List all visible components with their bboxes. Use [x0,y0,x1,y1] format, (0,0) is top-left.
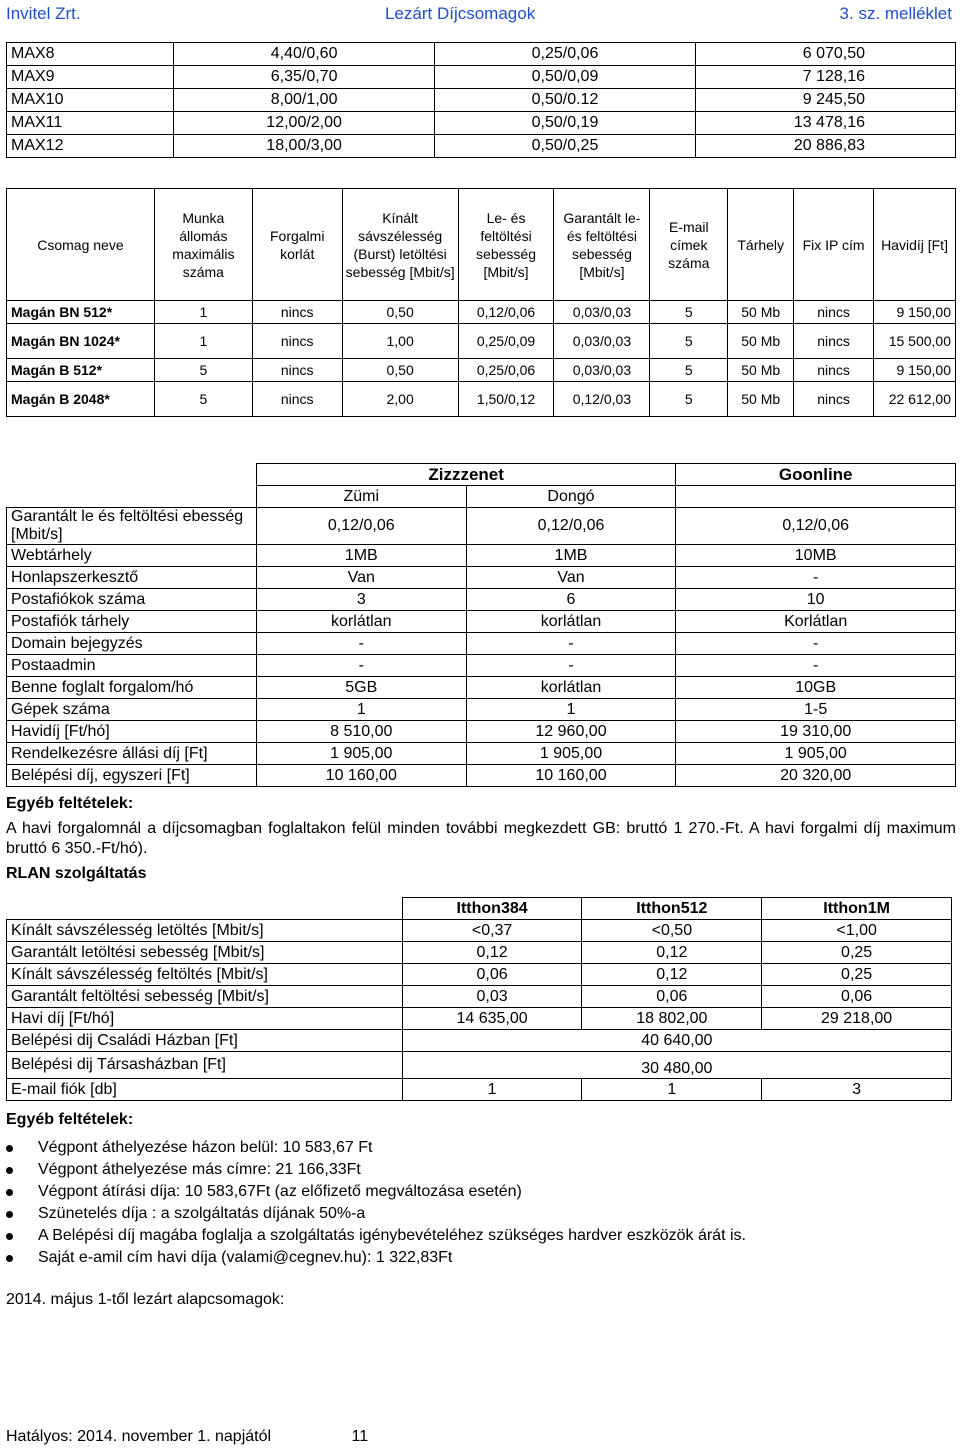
table-cell: 0,12 [402,942,582,964]
table-cell: 20 320,00 [676,765,956,787]
list-item-text: Végpont áthelyezése más címre: 21 166,33Ft [38,1161,361,1178]
row-label: Belépési dij Családi Házban [Ft] [7,1030,403,1052]
table-cell: 1MB [466,545,676,567]
row-label: Belépési díj, egyszeri [Ft] [7,765,257,787]
table-cell: 0,12/0,06 [466,508,676,545]
table-cell: Korlátlan [676,611,956,633]
table-cell: 0,12/0,06 [458,301,554,324]
table-cell: 12,00/2,00 [173,112,435,135]
table-cell: 0,12/0,06 [256,508,466,545]
document-title: Lezárt Díjcsomagok [384,4,536,23]
table-row [7,135,956,158]
table-cell: 5 [650,382,728,417]
row-label: Postafiókok száma [7,589,257,611]
table-cell: 10 [676,589,956,611]
table-cell: 0,50 [342,301,458,324]
package-name: Magán B 512* [7,359,155,382]
table-cell: 50 Mb [728,382,794,417]
table-row [7,1079,952,1101]
table-cell: 0,06 [402,964,582,986]
list-item [38,1159,956,1181]
table-cell: - [676,655,956,677]
table-cell: <0,37 [402,920,582,942]
table-cell: 0,25/0,09 [458,324,554,359]
list-item-text: Szünetelés díja : a szolgáltatás díjának 50%-a [38,1205,366,1222]
table-cell: 1 [154,324,252,359]
col-header-monthly-fee: Havidíj [Ft] [874,189,956,301]
conditions-list [6,1137,956,1269]
table-row [7,655,956,677]
table-row [7,43,956,66]
zizzzenet-group-header: Zizzzenet [256,464,675,486]
col-header-traffic-limit: Forgalmi korlát [252,189,342,301]
table-cell: 30 480,00 [402,1052,951,1079]
goonline-header: Goonline [676,464,956,486]
row-label: Webtárhely [7,545,257,567]
table-cell: korlátlan [466,611,676,633]
list-item [38,1137,956,1159]
bullet-dot-icon [6,1233,13,1240]
row-label: Havi díj [Ft/hó] [7,1008,403,1030]
table-cell: 5GB [256,677,466,699]
page-footer [6,1428,368,1446]
col-header-up-down-speed: Le- és feltöltési sebesség [Mbit/s] [458,189,554,301]
table-cell: 0,50/0,09 [435,66,695,89]
page-number: 11 [351,1428,369,1445]
table-row [7,1008,952,1030]
table-cell: 9 150,00 [874,301,956,324]
other-conditions-heading: Egyéb feltételek: [6,795,134,812]
col-header-package-name: Csomag neve [7,189,155,301]
table-row [7,699,956,721]
table-cell: 1 905,00 [676,743,956,765]
table-cell: 0,50/0,25 [435,135,695,158]
col-header-workstations: Munka állomás maximális száma [154,189,252,301]
package-name: MAX8 [7,43,174,66]
table-row [7,382,956,417]
blank-cell [676,486,956,508]
list-item-text: Saját e-amil cím havi díja (valami@cegnev.hu): 1 322,83Ft [38,1249,453,1266]
table-cell: 0,50/0,19 [435,112,695,135]
table-cell: 6 070,50 [695,43,955,66]
table-cell: 13 478,16 [695,112,955,135]
table-cell: 9 150,00 [874,359,956,382]
table-cell: 0,03/0,03 [554,301,650,324]
table-cell: 10 160,00 [256,765,466,787]
company-name: Invitel Zrt. [6,4,81,23]
table-cell: 7 128,16 [695,66,955,89]
row-label: Garantált feltöltési sebesség [Mbit/s] [7,986,403,1008]
table-row [7,986,952,1008]
table-cell: 10GB [676,677,956,699]
table-cell: 0,50 [342,359,458,382]
row-label: Belépési dij Társasházban [Ft] [7,1052,403,1079]
table-cell: 0,12/0,03 [554,382,650,417]
table-cell: 1 [466,699,676,721]
table-cell: 0,50/0.12 [435,89,695,112]
table-row [7,324,956,359]
table-cell: 12 960,00 [466,721,676,743]
closing-note: 2014. május 1-től lezárt alapcsomagok: [6,1291,285,1308]
package-name: Magán BN 512* [7,301,155,324]
row-label: E-mail fiók [db] [7,1079,403,1101]
table-cell: - [676,633,956,655]
list-item-text: Végpont áthelyezése házon belül: 10 583,67 Ft [38,1139,373,1156]
table-cell: 10MB [676,545,956,567]
table-cell: 50 Mb [728,301,794,324]
table-cell: 3 [256,589,466,611]
table-cell: 14 635,00 [402,1008,582,1030]
table-cell: 1 [402,1079,582,1101]
bullet-dot-icon [6,1167,13,1174]
annex-label: 3. sz. melléklet [839,4,952,23]
table-row [7,359,956,382]
package-name: MAX12 [7,135,174,158]
rlan-heading: RLAN szolgáltatás [6,865,147,882]
table-row [7,301,956,324]
rlan-col-header: Itthon1M [762,898,952,920]
list-item [38,1247,956,1269]
table-cell: Van [256,567,466,589]
col-header-fixed-ip: Fix IP cím [794,189,874,301]
table-cell: 1 [582,1079,762,1101]
table-cell: nincs [252,301,342,324]
table-cell: - [676,567,956,589]
bullet-dot-icon [6,1145,13,1152]
table-cell: - [256,655,466,677]
table-cell: 29 218,00 [762,1008,952,1030]
table-cell: 0,03/0,03 [554,324,650,359]
table-cell: 0,25 [762,942,952,964]
table-cell: 1 [256,699,466,721]
table-cell: 5 [154,359,252,382]
table-cell: 0,12 [582,964,762,986]
table-cell: 1,00 [342,324,458,359]
page-header [6,0,956,26]
table-cell: 1 905,00 [466,743,676,765]
table-cell: 0,25/0,06 [458,359,554,382]
table-cell: 5 [650,301,728,324]
table-row [7,508,956,545]
table-cell: 0,06 [762,986,952,1008]
package-name: Magán BN 1024* [7,324,155,359]
max-packages-table [6,42,956,158]
row-label: Postafiók tárhely [7,611,257,633]
table-cell: 50 Mb [728,324,794,359]
table-cell: 5 [650,359,728,382]
row-label: Kínált sávszélesség letöltés [Mbit/s] [7,920,403,942]
table-cell: 50 Mb [728,359,794,382]
col-header-storage: Tárhely [728,189,794,301]
row-label: Havidíj [Ft/hó] [7,721,257,743]
table-cell: 0,12 [582,942,762,964]
table-row [7,589,956,611]
table-cell: 2,00 [342,382,458,417]
table-cell: 1,50/0,12 [458,382,554,417]
table-row [7,765,956,787]
list-item [38,1203,956,1225]
table-cell: 1 905,00 [256,743,466,765]
row-label: Kínált sávszélesség feltöltés [Mbit/s] [7,964,403,986]
table-row [7,567,956,589]
row-label: Postaadmin [7,655,257,677]
table-cell: <0,50 [582,920,762,942]
table-cell: 1MB [256,545,466,567]
table-cell: nincs [252,324,342,359]
bullet-dot-icon [6,1255,13,1262]
table-cell: 5 [154,382,252,417]
table-cell: 0,03/0,03 [554,359,650,382]
table-cell: nincs [252,359,342,382]
table-cell: korlátlan [256,611,466,633]
dongo-header: Dongó [466,486,676,508]
list-item [38,1181,956,1203]
table-cell: 0,03 [402,986,582,1008]
zizzzenet-table [6,463,956,787]
table-cell: 6 [466,589,676,611]
list-item [38,1225,956,1247]
table-row [7,1030,952,1052]
table-cell: 8,00/1,00 [173,89,435,112]
table-row [7,743,956,765]
table-row [7,1052,952,1079]
table-row [7,545,956,567]
table-cell: 0,06 [582,986,762,1008]
table-cell: - [466,655,676,677]
other-conditions-text: A havi forgalomnál a díjcsomagban foglaltakon felül minden további megkezdett GB: bruttó 1 270.-Ft. A havi forgalmi díj maximum bruttó 6 350.-Ft/hó). [6,820,956,857]
table-cell: 8 510,00 [256,721,466,743]
col-header-email-count: E-mail címek száma [650,189,728,301]
table-cell: nincs [794,324,874,359]
list-item-text: A Belépési díj magába foglalja a szolgáltatás igénybevételéhez szükséges hardver eszközök árát is. [38,1227,746,1244]
effective-date: Hatályos: 2014. november 1. napjától [6,1428,272,1445]
row-label: Rendelkezésre állási díj [Ft] [7,743,257,765]
table-cell: nincs [794,301,874,324]
table-cell: 18 802,00 [582,1008,762,1030]
row-label: Honlapszerkesztő [7,567,257,589]
table-cell: nincs [794,382,874,417]
table-row [7,66,956,89]
table-cell: Van [466,567,676,589]
col-header-guaranteed-speed: Garantált le- és feltöltési sebesség [Mbit/s] [554,189,650,301]
package-name: Magán B 2048* [7,382,155,417]
list-item-text: Végpont átírási díja: 10 583,67Ft (az előfizető megváltozása esetén) [38,1183,522,1200]
other-conditions-heading-2: Egyéb feltételek: [6,1111,134,1128]
table-cell: 18,00/3,00 [173,135,435,158]
row-label: Garantált letöltési sebesség [Mbit/s] [7,942,403,964]
table-cell: 15 500,00 [874,324,956,359]
document-page [6,0,956,1309]
rlan-col-header: Itthon512 [582,898,762,920]
table-cell: korlátlan [466,677,676,699]
table-cell: nincs [252,382,342,417]
table-cell: - [256,633,466,655]
table-row [7,112,956,135]
table-cell: 1 [154,301,252,324]
table-row [7,964,952,986]
table-row [7,677,956,699]
table-row [7,633,956,655]
table-cell: 0,12/0,06 [676,508,956,545]
row-label: Gépek száma [7,699,257,721]
row-label: Benne foglalt forgalom/hó [7,677,257,699]
table-cell: 10 160,00 [466,765,676,787]
table-cell: 5 [650,324,728,359]
table-row [7,942,952,964]
table-row [7,721,956,743]
zumi-header: Zümi [256,486,466,508]
col-header-burst-download: Kínált sávszélesség (Burst) letöltési sebesség [Mbit/s] [342,189,458,301]
row-label: Domain bejegyzés [7,633,257,655]
bullet-dot-icon [6,1211,13,1218]
table-cell: 9 245,50 [695,89,955,112]
table-row [7,611,956,633]
rlan-table [6,897,952,1101]
magan-packages-table [6,188,956,417]
row-label: Garantált le és feltöltési ebesség [Mbit/s] [7,508,257,545]
table-cell: - [466,633,676,655]
package-name: MAX9 [7,66,174,89]
table-cell: 20 886,83 [695,135,955,158]
table-cell: <1,00 [762,920,952,942]
blank-cell [7,464,257,486]
table-cell: 0,25/0,06 [435,43,695,66]
table-row [7,920,952,942]
table-cell: 40 640,00 [402,1030,951,1052]
table-cell: 1-5 [676,699,956,721]
table-cell: nincs [794,359,874,382]
rlan-col-header: Itthon384 [402,898,582,920]
table-cell: 3 [762,1079,952,1101]
blank-cell [7,898,403,920]
table-cell: 6,35/0,70 [173,66,435,89]
table-cell: 19 310,00 [676,721,956,743]
table-row [7,89,956,112]
package-name: MAX11 [7,112,174,135]
bullet-dot-icon [6,1189,13,1196]
table-cell: 4,40/0,60 [173,43,435,66]
table-cell: 0,25 [762,964,952,986]
package-name: MAX10 [7,89,174,112]
table-cell: 22 612,00 [874,382,956,417]
blank-cell [7,486,257,508]
